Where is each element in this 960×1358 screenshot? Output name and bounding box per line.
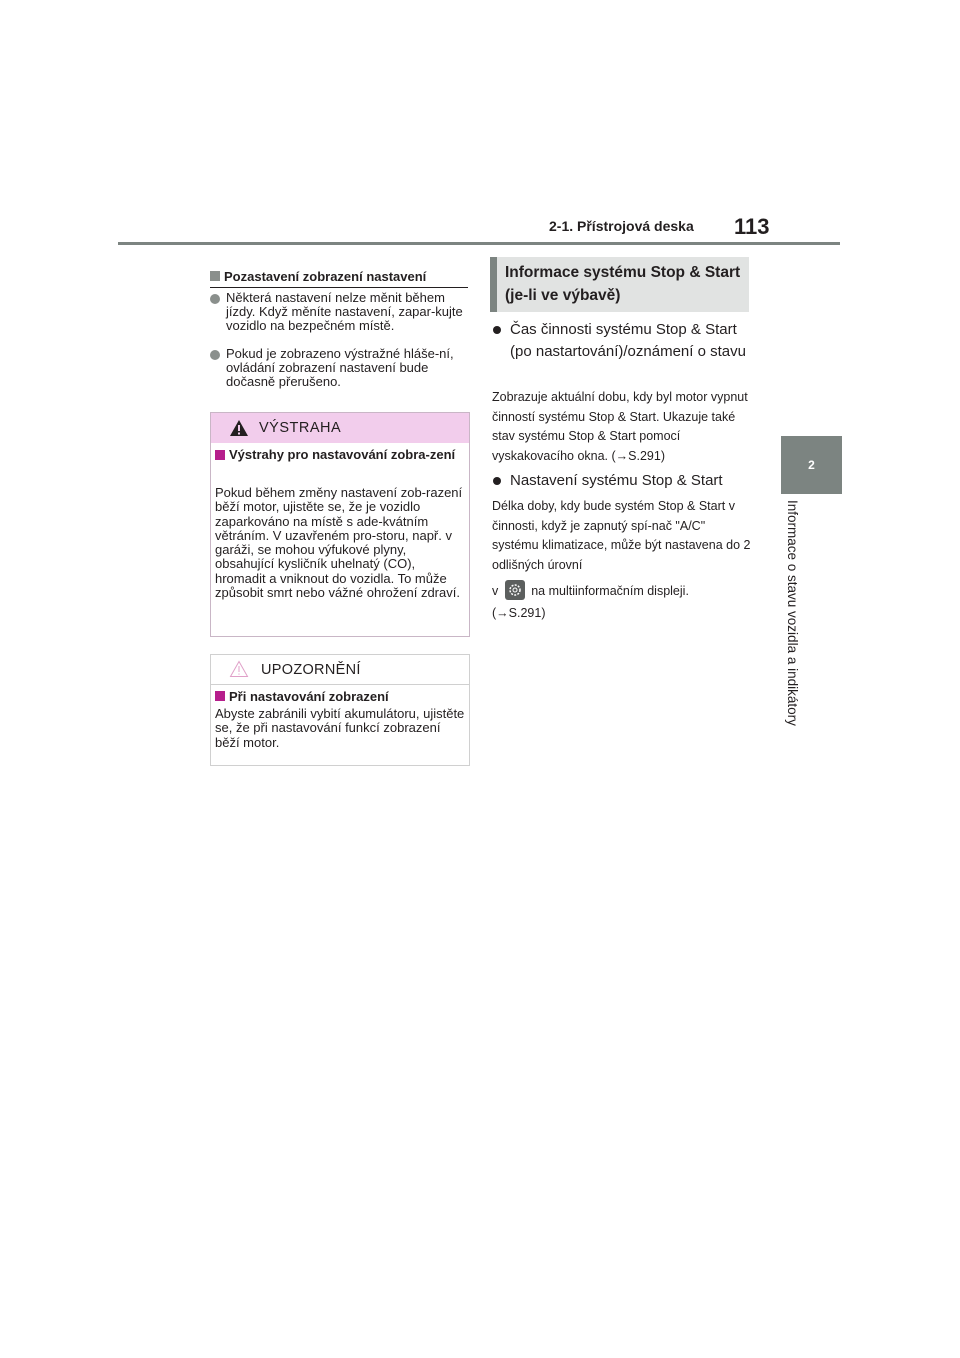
warning-title: VÝSTRAHA	[259, 420, 342, 436]
list-item-text: Pokud je zobrazeno výstražné hláše-ní, ovládání zobrazení nastavení bude dočasně přerušeno.	[226, 346, 454, 389]
notice-title: UPOZORNĚNÍ	[261, 662, 361, 678]
chapter-tab-number: 2	[808, 458, 815, 472]
warning-box	[210, 412, 470, 637]
item-reference: (→S.291)	[492, 606, 546, 620]
item-title: Nastavení systému Stop & Start	[510, 472, 723, 489]
info-heading: Informace systému Stop & Start (je-li ve výbavě)	[505, 264, 741, 304]
warning-body: Pokud během změny nastavení zob-razení běží motor, ujistěte se, že je vozidlo zaparkováno na místě s ade-kvátním větráním. V uzavřeném pro-storu, např. v garáži, se mohou výfukové plyny, obsahující kysličník uhelnatý (CO), hromadit a vniknout do vozidla. To může způsobit smrt nebo vážné ohrožení zdraví.	[215, 485, 463, 601]
list-item	[210, 291, 468, 333]
round-bullet-icon	[210, 350, 220, 360]
page-number: 113	[734, 214, 770, 239]
round-bullet-icon	[493, 326, 501, 334]
settings-gear-icon	[505, 580, 525, 600]
warning-subtitle-text: Výstrahy pro nastavování zobra-zení	[229, 447, 456, 462]
chapter-tab-label-wrap	[781, 500, 807, 762]
list-item	[493, 470, 753, 492]
section-title-text: Pozastavení zobrazení nastavení	[224, 269, 427, 284]
round-bullet-icon	[493, 477, 501, 485]
section-title	[210, 269, 426, 284]
list-item	[493, 319, 753, 363]
item-body-line	[492, 580, 752, 602]
warning-header	[211, 413, 469, 443]
running-header-section: 2-1. Přístrojová deska	[549, 218, 694, 234]
item-body: Zobrazuje aktuální dobu, kdy byl motor vypnut činností systému Stop & Start. Ukazuje také stav systému Stop & Start pomocí vyskakovacího okna. (→S.291)	[492, 390, 748, 463]
header-rule	[118, 242, 840, 245]
section-rule	[210, 287, 468, 288]
warning-triangle-icon	[229, 419, 249, 437]
notice-body: Abyste zabránili vybití akumulátoru, ujistěte se, že při nastavování funkcí zobrazení běží motor.	[215, 706, 465, 750]
notice-box	[210, 654, 470, 766]
warning-subtitle	[215, 448, 465, 461]
notice-subtitle	[215, 689, 465, 704]
item-body-prefix: v	[492, 584, 499, 598]
list-item-text: Některá nastavení nelze měnit během jízdy. Když měníte nastavení, zapar-kujte vozidlo na bezpečném místě.	[226, 290, 463, 333]
chapter-tab-label: Informace o stavu vozidla a indikátory	[785, 500, 800, 726]
square-bullet-icon	[215, 450, 225, 460]
item-body: Délka doby, kdy bude systém Stop & Start v činnosti, když je zapnutý spí-nač "A/C" systému klimatizace, může být nastavena do 2 odlišných úrovní	[492, 499, 751, 572]
list-item	[210, 347, 468, 389]
square-bullet-icon	[210, 271, 220, 281]
round-bullet-icon	[210, 294, 220, 304]
info-heading-box	[490, 257, 749, 312]
caution-triangle-icon	[229, 660, 249, 678]
notice-header-rule	[211, 684, 469, 685]
item-body-suffix: na multiinformačním displeji.	[531, 584, 689, 598]
square-bullet-icon	[215, 691, 225, 701]
notice-subtitle-text: Při nastavování zobrazení	[229, 689, 389, 704]
item-title: Čas činnosti systému Stop & Start (po nastartování)/oznámení o stavu	[510, 321, 746, 360]
